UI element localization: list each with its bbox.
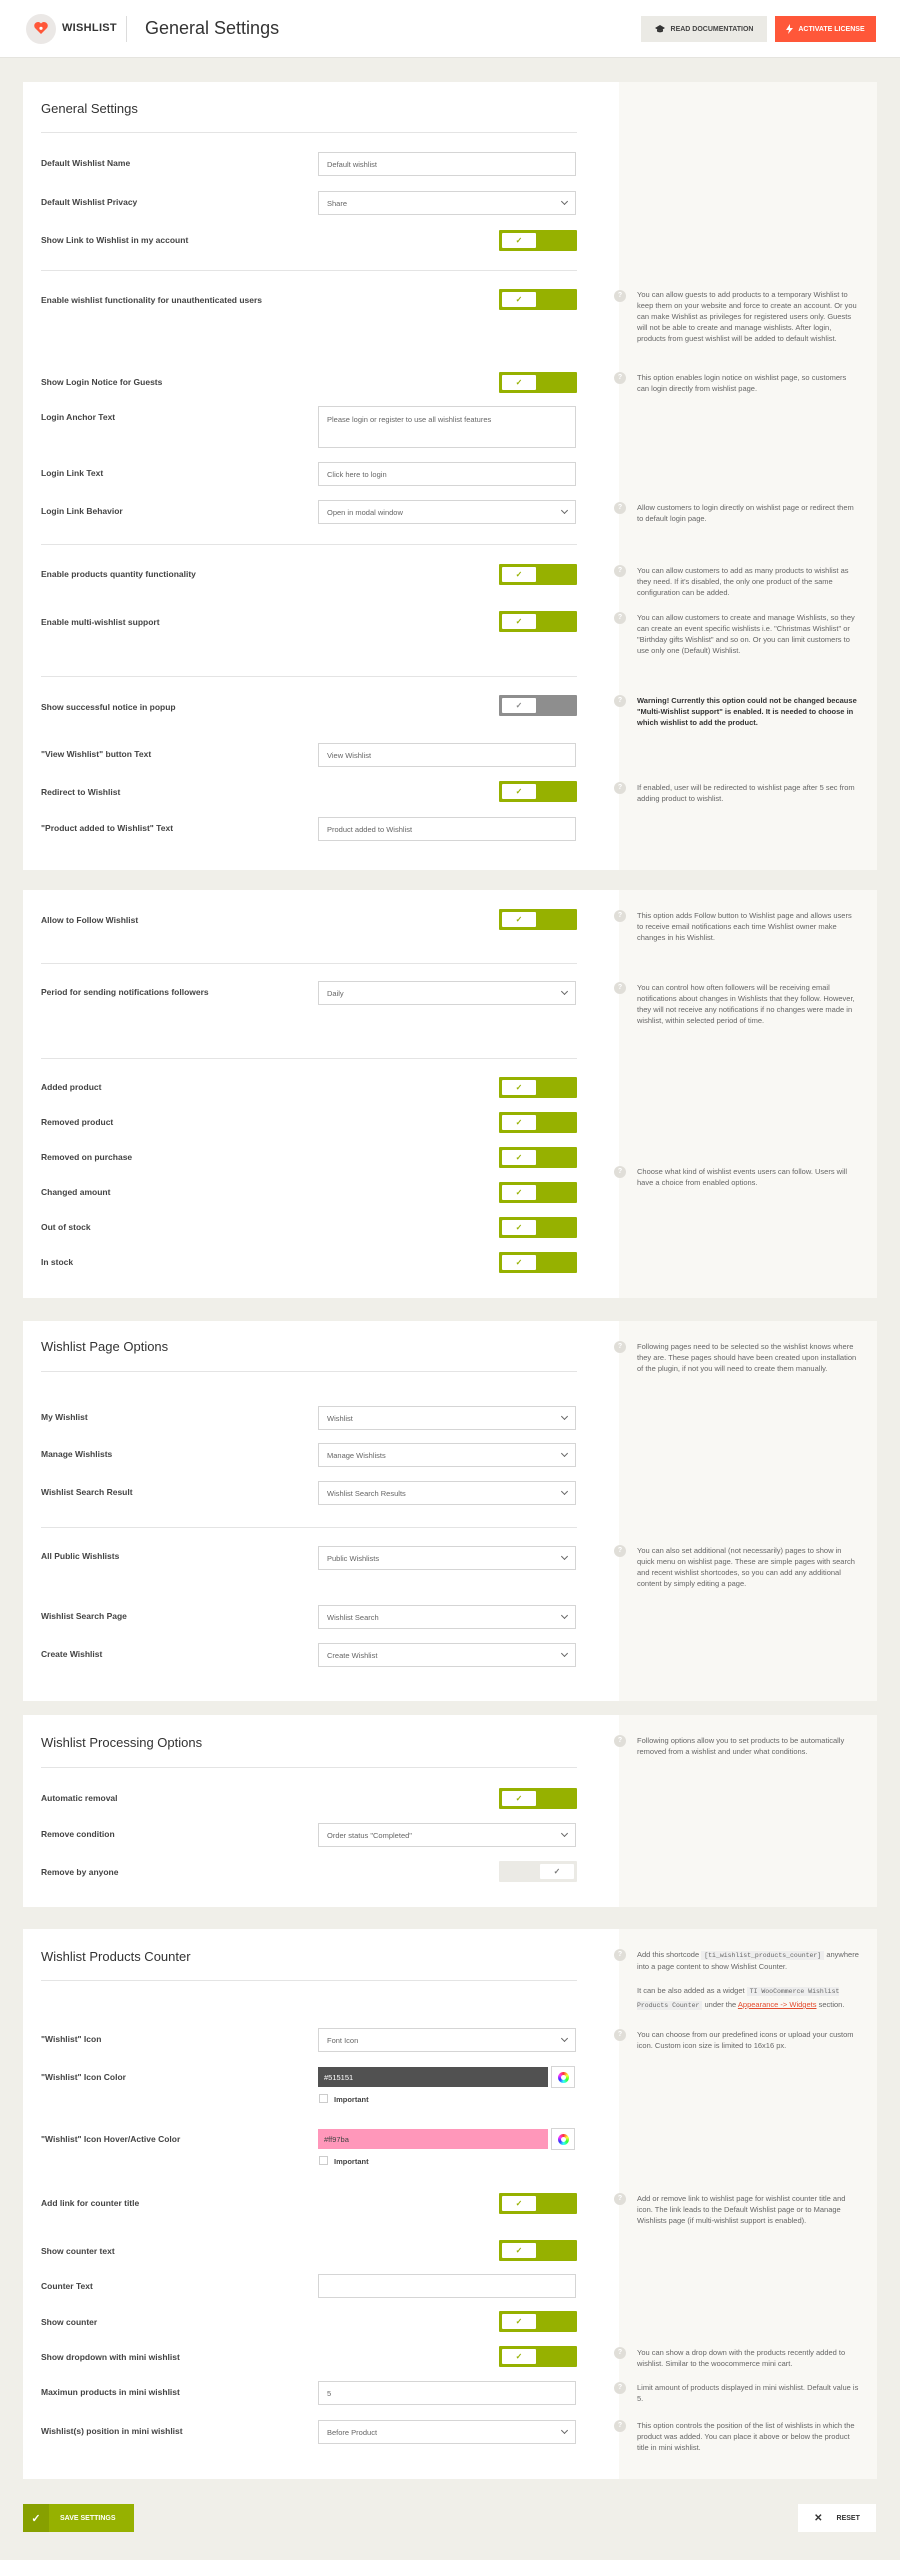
- toggle-knob: [502, 784, 536, 799]
- divider: [41, 132, 577, 133]
- toggle-knob: [502, 1185, 536, 1200]
- widget-help-text: under the: [704, 2000, 737, 2009]
- chevron-down-icon: [561, 2035, 568, 2042]
- toggle-knob: [502, 1080, 536, 1095]
- public-wishlists-help: You can also set additional (not necessarily) pages to show in quick menu on wishlist page. These are simple pages with search and recent wishlist shortcodes, so you can add any additional content by simply editing a page.: [637, 1546, 855, 1588]
- icon-color-picker-button[interactable]: [551, 2066, 575, 2088]
- quantity-help: You can allow customers to add as many products to wishlist as they need. If it's disabled, the only one product of the same configuration can be added.: [637, 566, 849, 597]
- quantity-label: Enable products quantity functionality: [41, 569, 196, 579]
- checkmark-icon: ✓: [515, 295, 523, 304]
- add-link-toggle[interactable]: [499, 2193, 577, 2214]
- widget-help-text: section.: [818, 2000, 845, 2009]
- search-page-select[interactable]: [318, 1605, 576, 1629]
- divider: [41, 1980, 577, 1981]
- manage-wishlists-label: Manage Wishlists: [41, 1449, 113, 1459]
- add-link-label: Add link for counter title: [41, 2198, 140, 2208]
- help-icon: ?: [614, 2029, 626, 2041]
- event-label: Added product: [41, 1082, 102, 1092]
- graduation-cap-icon: [655, 25, 665, 33]
- select-value: Wishlist Search: [327, 1612, 379, 1622]
- login-notice-help: This option enables login notice on wishlist page, so customers can login directly from wishlist page.: [637, 373, 847, 393]
- event-toggle-added-product[interactable]: [499, 1077, 577, 1098]
- chevron-down-icon: [561, 1830, 568, 1837]
- select-value: Open in modal window: [327, 507, 403, 517]
- activate-license-button[interactable]: [775, 16, 876, 42]
- wishlist-icon-label: "Wishlist" Icon: [41, 2034, 102, 2044]
- select-value: Share: [327, 198, 348, 208]
- checkmark-icon: ✓: [515, 787, 523, 796]
- counter-text-input[interactable]: [318, 2274, 576, 2298]
- create-wishlist-select[interactable]: [318, 1643, 576, 1667]
- counter-text-label: Counter Text: [41, 2281, 93, 2291]
- mini-wishlist-dropdown-toggle[interactable]: [499, 2346, 577, 2367]
- mini-wishlist-dropdown-help: You can show a drop down with the products recently added to wishlist. Similar to the woocommerce mini cart.: [637, 2348, 846, 2368]
- event-toggle-changed-amount[interactable]: [499, 1182, 577, 1203]
- manage-wishlists-select[interactable]: [318, 1443, 576, 1467]
- multi-wishlist-help: You can allow customers to create and manage Wishlists, so they can create an event specific wishlists i.e. "Christmas Wishlist" or "Birthday gifts Wishlist" and so on. Or you can limit customers to use only one (Default) Wishlist.: [637, 613, 855, 655]
- default-wishlist-privacy-select[interactable]: [318, 191, 576, 215]
- default-wishlist-name-input[interactable]: Default wishlist: [318, 152, 576, 176]
- checkmark-icon: ✓: [515, 2199, 523, 2208]
- follow-card: [23, 890, 877, 1298]
- max-products-label: Maximun products in mini wishlist: [41, 2387, 180, 2397]
- unauth-users-toggle[interactable]: [499, 289, 577, 310]
- chevron-down-icon: [561, 1553, 568, 1560]
- checkmark-icon: ✓: [515, 1188, 523, 1197]
- login-behavior-help: Allow customers to login directly on wishlist page or redirect them to default login page.: [637, 503, 854, 523]
- help-column: [619, 1321, 877, 1701]
- hover-color-picker-button[interactable]: [551, 2128, 575, 2150]
- toggle-knob: [502, 1150, 536, 1165]
- multi-wishlist-label: Enable multi-wishlist support: [41, 617, 160, 627]
- show-counter-toggle[interactable]: [499, 2311, 577, 2332]
- checkmark-icon: ✓: [553, 1867, 561, 1876]
- redirect-label: Redirect to Wishlist: [41, 787, 121, 797]
- event-label: Removed on purchase: [41, 1152, 133, 1162]
- reset-label: RESET: [836, 2514, 860, 2522]
- show-counter-text-toggle[interactable]: [499, 2240, 577, 2261]
- toggle-knob: [502, 1115, 536, 1130]
- select-value: Wishlist: [327, 1413, 353, 1423]
- toggle-knob: [502, 1791, 536, 1806]
- toggle-knob: [540, 1864, 574, 1879]
- page-options-title: Wishlist Page Options: [41, 1339, 169, 1354]
- quantity-toggle[interactable]: [499, 564, 577, 585]
- icon-color-input[interactable]: #515151: [318, 2067, 548, 2087]
- show-counter-label: Show counter: [41, 2317, 98, 2327]
- notification-period-help: You can control how often followers will be receiving email notifications about changes in Wishlists that they follow. However, they will not receive any notifications if no changes were made in wishlist, within selected period of time.: [637, 983, 855, 1025]
- important-label: Important: [334, 2157, 369, 2166]
- help-icon: ?: [614, 910, 626, 922]
- events-help: Choose what kind of wishlist events users can follow. Users will have a choice from enabled options.: [637, 1167, 848, 1187]
- select-value: Create Wishlist: [327, 1650, 378, 1660]
- default-wishlist-privacy-label: Default Wishlist Privacy: [41, 197, 138, 207]
- chevron-down-icon: [561, 1612, 568, 1619]
- event-label: Changed amount: [41, 1187, 111, 1197]
- position-select[interactable]: [318, 2420, 576, 2444]
- product-added-text-label: "Product added to Wishlist" Text: [41, 823, 174, 833]
- multi-wishlist-toggle[interactable]: [499, 611, 577, 632]
- automatic-removal-label: Automatic removal: [41, 1793, 118, 1803]
- automatic-removal-toggle[interactable]: [499, 1788, 577, 1809]
- popup-notice-warning: Warning! Currently this option could not be changed because "Multi-Wishlist support" is enabled. It is needed to choose in which wishlist to add the product.: [637, 696, 857, 727]
- remove-by-anyone-toggle[interactable]: [499, 1861, 577, 1882]
- chevron-down-icon: [561, 988, 568, 995]
- allow-follow-toggle[interactable]: [499, 909, 577, 930]
- allow-follow-help: This option adds Follow button to Wishlist page and allows users to receive email notifications each time Wishlist owner make changes in his Wishlist.: [637, 911, 852, 942]
- help-icon: ?: [614, 1735, 626, 1747]
- checkmark-icon: ✓: [515, 378, 523, 387]
- help-icon: ?: [614, 612, 626, 624]
- chevron-down-icon: [561, 507, 568, 514]
- my-wishlist-label: My Wishlist: [41, 1412, 88, 1422]
- checkmark-icon: ✓: [515, 1153, 523, 1162]
- toggle-knob: [502, 912, 536, 927]
- checkmark-icon: ✓: [515, 617, 523, 626]
- activate-license-label: ACTIVATE LICENSE: [798, 25, 865, 33]
- help-icon: ?: [614, 1545, 626, 1557]
- help-icon: ?: [614, 1341, 626, 1353]
- read-documentation-label: READ DOCUMENTATION: [670, 25, 754, 33]
- processing-options-help: Following options allow you to set products to be automatically removed from a wishlist and under what conditions.: [637, 1736, 845, 1756]
- view-wishlist-text-label: "View Wishlist" button Text: [41, 749, 152, 759]
- show-link-account-label: Show Link to Wishlist in my account: [41, 235, 189, 245]
- checkmark-icon: ✓: [515, 570, 523, 579]
- help-icon: ?: [614, 782, 626, 794]
- create-wishlist-label: Create Wishlist: [41, 1649, 103, 1659]
- select-value: Manage Wishlists: [327, 1450, 386, 1460]
- help-icon: ?: [614, 2382, 626, 2394]
- shortcode-help-text: anywhere into a page content to show Wishlist Counter.: [637, 1950, 859, 1971]
- checkmark-icon: ✓: [23, 2504, 49, 2532]
- help-icon: ?: [614, 982, 626, 994]
- remove-condition-select[interactable]: [318, 1823, 576, 1847]
- reset-button[interactable]: [798, 2504, 876, 2532]
- popup-notice-toggle[interactable]: [499, 695, 577, 716]
- divider: [41, 270, 577, 271]
- divider: [41, 1371, 577, 1372]
- add-link-help: Add or remove link to wishlist page for wishlist counter title and icon. The link leads to the Default Wishlist page or to Manage Wishlists page (if multi-wishlist support is enabled).: [637, 2194, 846, 2225]
- lightning-icon: [786, 24, 793, 34]
- notification-period-label: Period for sending notifications followers: [41, 987, 209, 997]
- search-page-label: Wishlist Search Page: [41, 1611, 127, 1621]
- help-icon: ?: [614, 2347, 626, 2359]
- toggle-knob: [502, 233, 536, 248]
- my-wishlist-select[interactable]: [318, 1406, 576, 1430]
- event-toggle-removed-on-purchase[interactable]: [499, 1147, 577, 1168]
- login-anchor-label: Login Anchor Text: [41, 412, 116, 422]
- checkmark-icon: ✓: [515, 1118, 523, 1127]
- general-settings-title: General Settings: [41, 101, 138, 116]
- public-wishlists-select[interactable]: [318, 1546, 576, 1570]
- widget-help: [637, 1984, 859, 2012]
- help-column: [619, 82, 877, 870]
- max-products-help: Limit amount of products displayed in mini wishlist. Default value is 5.: [637, 2383, 859, 2403]
- select-value: Public Wishlists: [327, 1553, 380, 1563]
- toggle-knob: [502, 1255, 536, 1270]
- help-icon: ?: [614, 290, 626, 302]
- popup-notice-label: Show successful notice in popup: [41, 702, 176, 712]
- help-icon: ?: [614, 372, 626, 384]
- unauth-users-label: Enable wishlist functionality for unauthenticated users: [41, 295, 263, 305]
- page-title: General Settings: [145, 18, 280, 38]
- unauth-users-help: You can allow guests to add products to a temporary Wishlist to keep them on your website and force to create an account. Or you can make Wishlist as privileges for registered users only. Guests will not be able to create and manage wishlists. After login, products from guest wishlist will be added to default wishlist.: [637, 290, 857, 343]
- mini-wishlist-dropdown-label: Show dropdown with mini wishlist: [41, 2352, 180, 2362]
- heart-logo-icon: [33, 20, 49, 36]
- checkmark-icon: ✓: [515, 236, 523, 245]
- remove-by-anyone-label: Remove by anyone: [41, 1867, 119, 1877]
- event-label: Out of stock: [41, 1222, 91, 1232]
- divider: [41, 544, 577, 545]
- close-icon: ✕: [814, 2512, 823, 2524]
- checkmark-icon: ✓: [515, 1794, 523, 1803]
- select-value: Before Product: [327, 2427, 378, 2437]
- default-wishlist-name-label: Default Wishlist Name: [41, 158, 131, 168]
- select-value: Daily: [327, 988, 344, 998]
- event-label: Removed product: [41, 1117, 114, 1127]
- help-column: [619, 890, 877, 1298]
- toggle-knob: [502, 698, 536, 713]
- chevron-down-icon: [561, 2427, 568, 2434]
- icon-color-label: "Wishlist" Icon Color: [41, 2072, 126, 2082]
- help-icon: ?: [614, 695, 626, 707]
- product-added-text-input[interactable]: Product added to Wishlist: [318, 817, 576, 841]
- toggle-knob: [502, 567, 536, 582]
- chevron-down-icon: [561, 1450, 568, 1457]
- event-toggle-in-stock[interactable]: [499, 1252, 577, 1273]
- wishlist-icon-help: You can choose from our predefined icons or upload your custom icon. Custom icon size is limited to 16x16 px.: [637, 2030, 854, 2050]
- show-link-account-toggle[interactable]: [499, 230, 577, 251]
- event-toggle-removed-product[interactable]: [499, 1112, 577, 1133]
- help-icon: ?: [614, 1949, 626, 1961]
- shortcode-code: [ti_wishlist_products_counter]: [701, 1951, 824, 1960]
- checkmark-icon: ✓: [515, 2246, 523, 2255]
- help-icon: ?: [614, 2420, 626, 2432]
- checkmark-icon: ✓: [515, 2352, 523, 2361]
- read-documentation-button[interactable]: [641, 16, 767, 42]
- toggle-knob: [502, 375, 536, 390]
- login-notice-label: Show Login Notice for Guests: [41, 377, 163, 387]
- select-value: Order status "Completed": [327, 1830, 412, 1840]
- products-counter-title: Wishlist Products Counter: [41, 1949, 191, 1964]
- redirect-toggle[interactable]: [499, 781, 577, 802]
- toggle-knob: [502, 2196, 536, 2211]
- checkmark-icon: ✓: [515, 915, 523, 924]
- header-divider: [126, 16, 127, 42]
- chevron-down-icon: [561, 1488, 568, 1495]
- important-label: Important: [334, 2095, 369, 2104]
- help-icon: ?: [614, 502, 626, 514]
- hover-color-input[interactable]: #ff97ba: [318, 2129, 548, 2149]
- toggle-knob: [502, 2349, 536, 2364]
- divider: [41, 963, 577, 964]
- save-settings-label: SAVE SETTINGS: [60, 2514, 116, 2522]
- logo-text: WISHLIST: [62, 22, 117, 34]
- position-help: This option controls the position of the list of wishlists in which the product was added. You can place it above or below the product title in mini wishlist.: [637, 2421, 855, 2452]
- select-value: Wishlist Search Results: [327, 1488, 406, 1498]
- help-icon: ?: [614, 2193, 626, 2205]
- hover-color-label: "Wishlist" Icon Hover/Active Color: [41, 2134, 181, 2144]
- checkmark-icon: ✓: [515, 701, 523, 710]
- event-toggle-out-of-stock[interactable]: [499, 1217, 577, 1238]
- chevron-down-icon: [561, 198, 568, 205]
- color-wheel-icon: [558, 2134, 569, 2145]
- shortcode-help: [637, 1949, 859, 1972]
- login-behavior-select[interactable]: [318, 500, 576, 524]
- login-link-text-input[interactable]: Click here to login: [318, 462, 576, 486]
- appearance-widgets-link[interactable]: Appearance -> Widgets: [737, 2000, 817, 2009]
- remove-condition-label: Remove condition: [41, 1829, 115, 1839]
- checkmark-icon: ✓: [515, 1223, 523, 1232]
- divider: [41, 1767, 577, 1768]
- allow-follow-label: Allow to Follow Wishlist: [41, 915, 139, 925]
- view-wishlist-text-input[interactable]: View Wishlist: [318, 743, 576, 767]
- widget-code: TI WooCommerce Wishlist Products Counter: [637, 1988, 840, 2009]
- toggle-knob: [502, 614, 536, 629]
- search-result-select[interactable]: [318, 1481, 576, 1505]
- position-label: Wishlist(s) position in mini wishlist: [41, 2426, 183, 2436]
- login-behavior-label: Login Link Behavior: [41, 506, 123, 516]
- toggle-knob: [502, 2243, 536, 2258]
- page-options-help: Following pages need to be selected so the wishlist knows where they are. These pages should have been created upon installation of the plugin, if not you will need to create them manually.: [637, 1342, 857, 1373]
- wishlist-icon-select[interactable]: [318, 2028, 576, 2052]
- top-header: [0, 0, 900, 58]
- checkmark-icon: ✓: [515, 1258, 523, 1267]
- color-wheel-icon: [558, 2072, 569, 2083]
- public-wishlists-label: All Public Wishlists: [41, 1551, 120, 1561]
- save-settings-button[interactable]: [23, 2504, 134, 2532]
- event-label: In stock: [41, 1257, 74, 1267]
- divider: [41, 676, 577, 677]
- max-products-input[interactable]: 5: [318, 2381, 576, 2405]
- login-link-text-label: Login Link Text: [41, 468, 104, 478]
- redirect-help: If enabled, user will be redirected to wishlist page after 5 sec from adding product to wishlist.: [637, 783, 855, 803]
- login-notice-toggle[interactable]: [499, 372, 577, 393]
- divider: [41, 1527, 577, 1528]
- chevron-down-icon: [561, 1413, 568, 1420]
- chevron-down-icon: [561, 1650, 568, 1657]
- checkmark-icon: ✓: [515, 1083, 523, 1092]
- divider: [41, 1058, 577, 1059]
- notification-period-select[interactable]: [318, 981, 576, 1005]
- hover-color-important-checkbox[interactable]: [319, 2156, 328, 2165]
- icon-color-important-checkbox[interactable]: [319, 2094, 328, 2103]
- login-anchor-textarea[interactable]: Please login or register to use all wishlist features: [318, 406, 576, 448]
- help-icon: ?: [614, 1166, 626, 1178]
- toggle-knob: [502, 1220, 536, 1235]
- help-icon: ?: [614, 565, 626, 577]
- search-result-label: Wishlist Search Result: [41, 1487, 133, 1497]
- show-counter-text-label: Show counter text: [41, 2246, 115, 2256]
- shortcode-help-text: Add this shortcode: [637, 1950, 700, 1959]
- select-value: Font Icon: [327, 2035, 359, 2045]
- checkmark-icon: ✓: [515, 2317, 523, 2326]
- processing-options-title: Wishlist Processing Options: [41, 1735, 203, 1750]
- widget-help-text: It can be also added as a widget: [637, 1986, 745, 1995]
- toggle-knob: [502, 2314, 536, 2329]
- toggle-knob: [502, 292, 536, 307]
